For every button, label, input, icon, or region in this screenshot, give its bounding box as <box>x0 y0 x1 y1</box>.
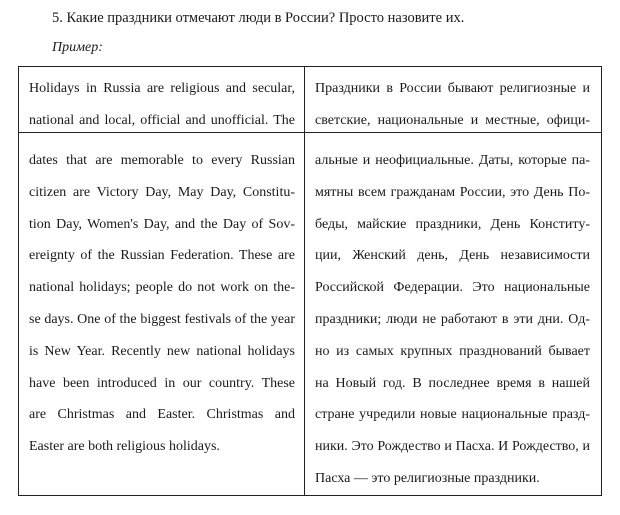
russian-line: ции, Женский день, День независимости <box>315 248 590 264</box>
russian-line: но из самых крупных празднований бывает <box>315 343 590 359</box>
english-line: national holidays; people do not work on the- <box>29 280 295 296</box>
russian-line: стране учредили новые национальные празд- <box>315 407 590 423</box>
english-line: ereignty of the Russian Federation. These are <box>29 248 295 264</box>
russian-line: ники. Это Рождество и Пасха. И Рождество, и <box>315 439 590 455</box>
english-cell-top <box>29 73 295 137</box>
russian-line: светские, национальные и местные, офици- <box>315 112 590 128</box>
english-line: is New Year. Recently new national holidays <box>29 343 295 359</box>
english-line: Easter are both religious holidays. <box>29 439 220 455</box>
english-line: Holidays in Russia are religious and secular, <box>29 81 295 96</box>
russian-line: праздники; люди не работают в эти дни. Од- <box>315 311 590 327</box>
russian-cell-top <box>315 73 590 137</box>
english-line: tion Day, Women's Day, and the Day of Sov- <box>29 216 295 232</box>
english-line: citizen are Victory Day, May Day, Constitu- <box>29 184 295 200</box>
russian-line: Праздники в России бывают религиозные и <box>315 81 590 96</box>
russian-line: Пасха — это религиозные праздники. <box>315 470 540 486</box>
exercise-question: 5. Какие праздники отмечают люди в России? Просто назовите их. <box>52 10 465 26</box>
russian-line: альные и неофициальные. Даты, которые па- <box>315 153 590 168</box>
russian-line: Российской Федерации. Это национальные <box>315 280 590 296</box>
russian-line: мятны всем гражданам России, это День По- <box>315 184 590 200</box>
english-cell-body <box>29 145 295 463</box>
english-line: dates that are memorable to every Russian <box>29 153 295 168</box>
english-line: have been introduced in our country. These <box>29 375 295 391</box>
translation-table <box>18 66 602 496</box>
russian-cell-body <box>315 145 590 495</box>
english-line: se days. One of the biggest festivals of the year <box>29 311 295 327</box>
english-line: are Christmas and Easter. Christmas and <box>29 407 295 423</box>
example-label: Пример: <box>52 40 103 55</box>
english-line: national and local, official and unofficial. The <box>29 112 295 128</box>
russian-line: на Новый год. В последнее время в нашей <box>315 375 590 391</box>
russian-line: беды, майские праздники, День Конститу- <box>315 216 590 232</box>
